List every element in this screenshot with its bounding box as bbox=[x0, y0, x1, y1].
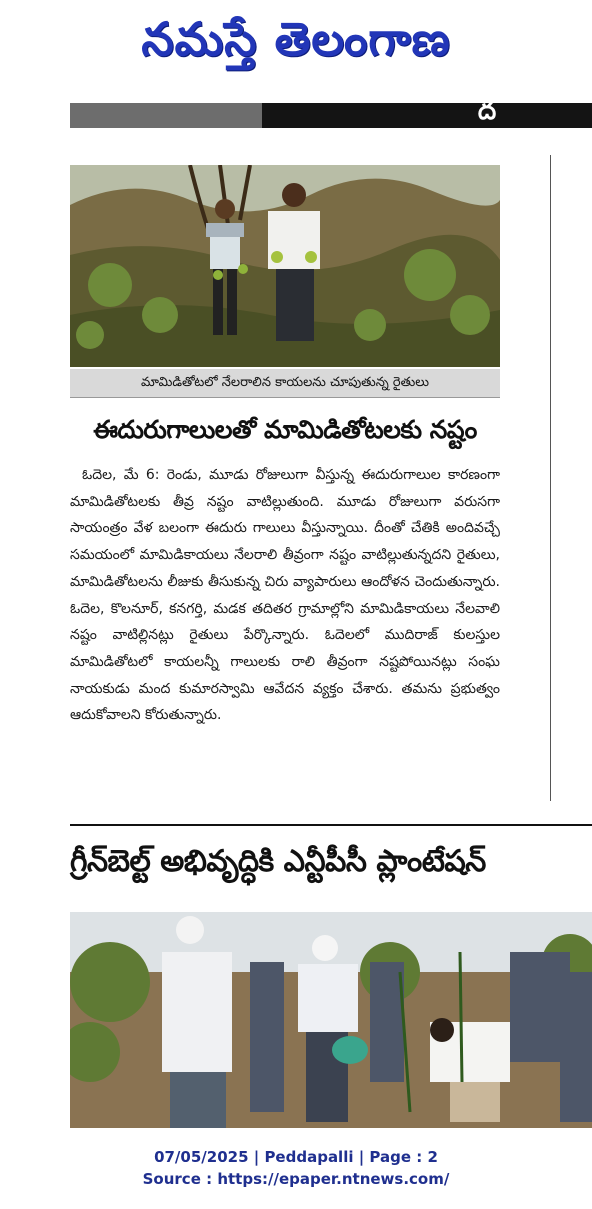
photo-caption: మామిడితోటలో నేలరాలిన కాయలను చూపుతున్న రైతులు bbox=[70, 369, 500, 398]
masthead bbox=[0, 0, 592, 80]
plantation-photo bbox=[70, 912, 592, 1128]
article-body bbox=[70, 462, 500, 802]
source-link[interactable]: Source : https://epaper.ntnews.com/ bbox=[142, 1170, 450, 1188]
column-divider bbox=[550, 155, 551, 801]
page-info: 07/05/2025 | Peddapalli | Page : 2 bbox=[154, 1148, 438, 1166]
section-divider bbox=[70, 824, 592, 826]
header-bar-grey bbox=[70, 103, 262, 128]
article-headline: ఈదురుగాలులతో మామిడితోటలకు నష్టం bbox=[93, 415, 477, 444]
newspaper-logo: నమస్తే తెలంగాణ bbox=[141, 12, 451, 66]
second-article-headline: గ్రీన్‌బెల్ట్ అభివృద్ధికి ఎన్టీపీసీ ప్లాంటేషన్ bbox=[70, 844, 486, 879]
article-body-paragraph: ఓదెల, మే 6: రెండు, మూడు రోజులుగా వీస్తున్న ఈదురుగాలుల కారణంగా మామిడితోటలకు తీవ్ర నష్టం వాటిల్లుతుంది. మూడు రోజులుగా వరుసగా సాయంత్రం వేళ బలంగా ఈదురు గాలులు వీస్తున్నాయి. దీంతో చేతికి అందివచ్చే సమయంలో మామిడికాయలు నేలరాలి తీవ్రంగా నష్టం వాటిల్లుతున్నదని రైతులు, మామిడితోటలను లీజుకు తీసుకున్న చిరు వ్యాపారులు ఆందోళన చెందుతున్నారు. ఓదెల, కొలనూర్, కనగర్తి, మడక తదితర గ్రామాల్లోని మామిడికాయలు నేలవాలి నష్టం వాటిల్లినట్లు రైతులు పేర్కొన్నారు. ఓదెలలో ముదిరాజ్ కులస్తుల మామిడితోటలో కాయలన్నీ గాలులకు రాలి తీవ్రంగా నష్టపోయినట్లు సంఘ నాయకుడు మంద కుమారస్వామి ఆవేదన వ్యక్తం చేశారు. తమను ప్రభుత్వం ఆదుకోవాలని కోరుతున్నారు. bbox=[70, 467, 500, 724]
header-bar-glyph: ద bbox=[477, 96, 497, 126]
header-bar-black bbox=[262, 103, 592, 128]
mango-orchard-photo bbox=[70, 165, 500, 367]
